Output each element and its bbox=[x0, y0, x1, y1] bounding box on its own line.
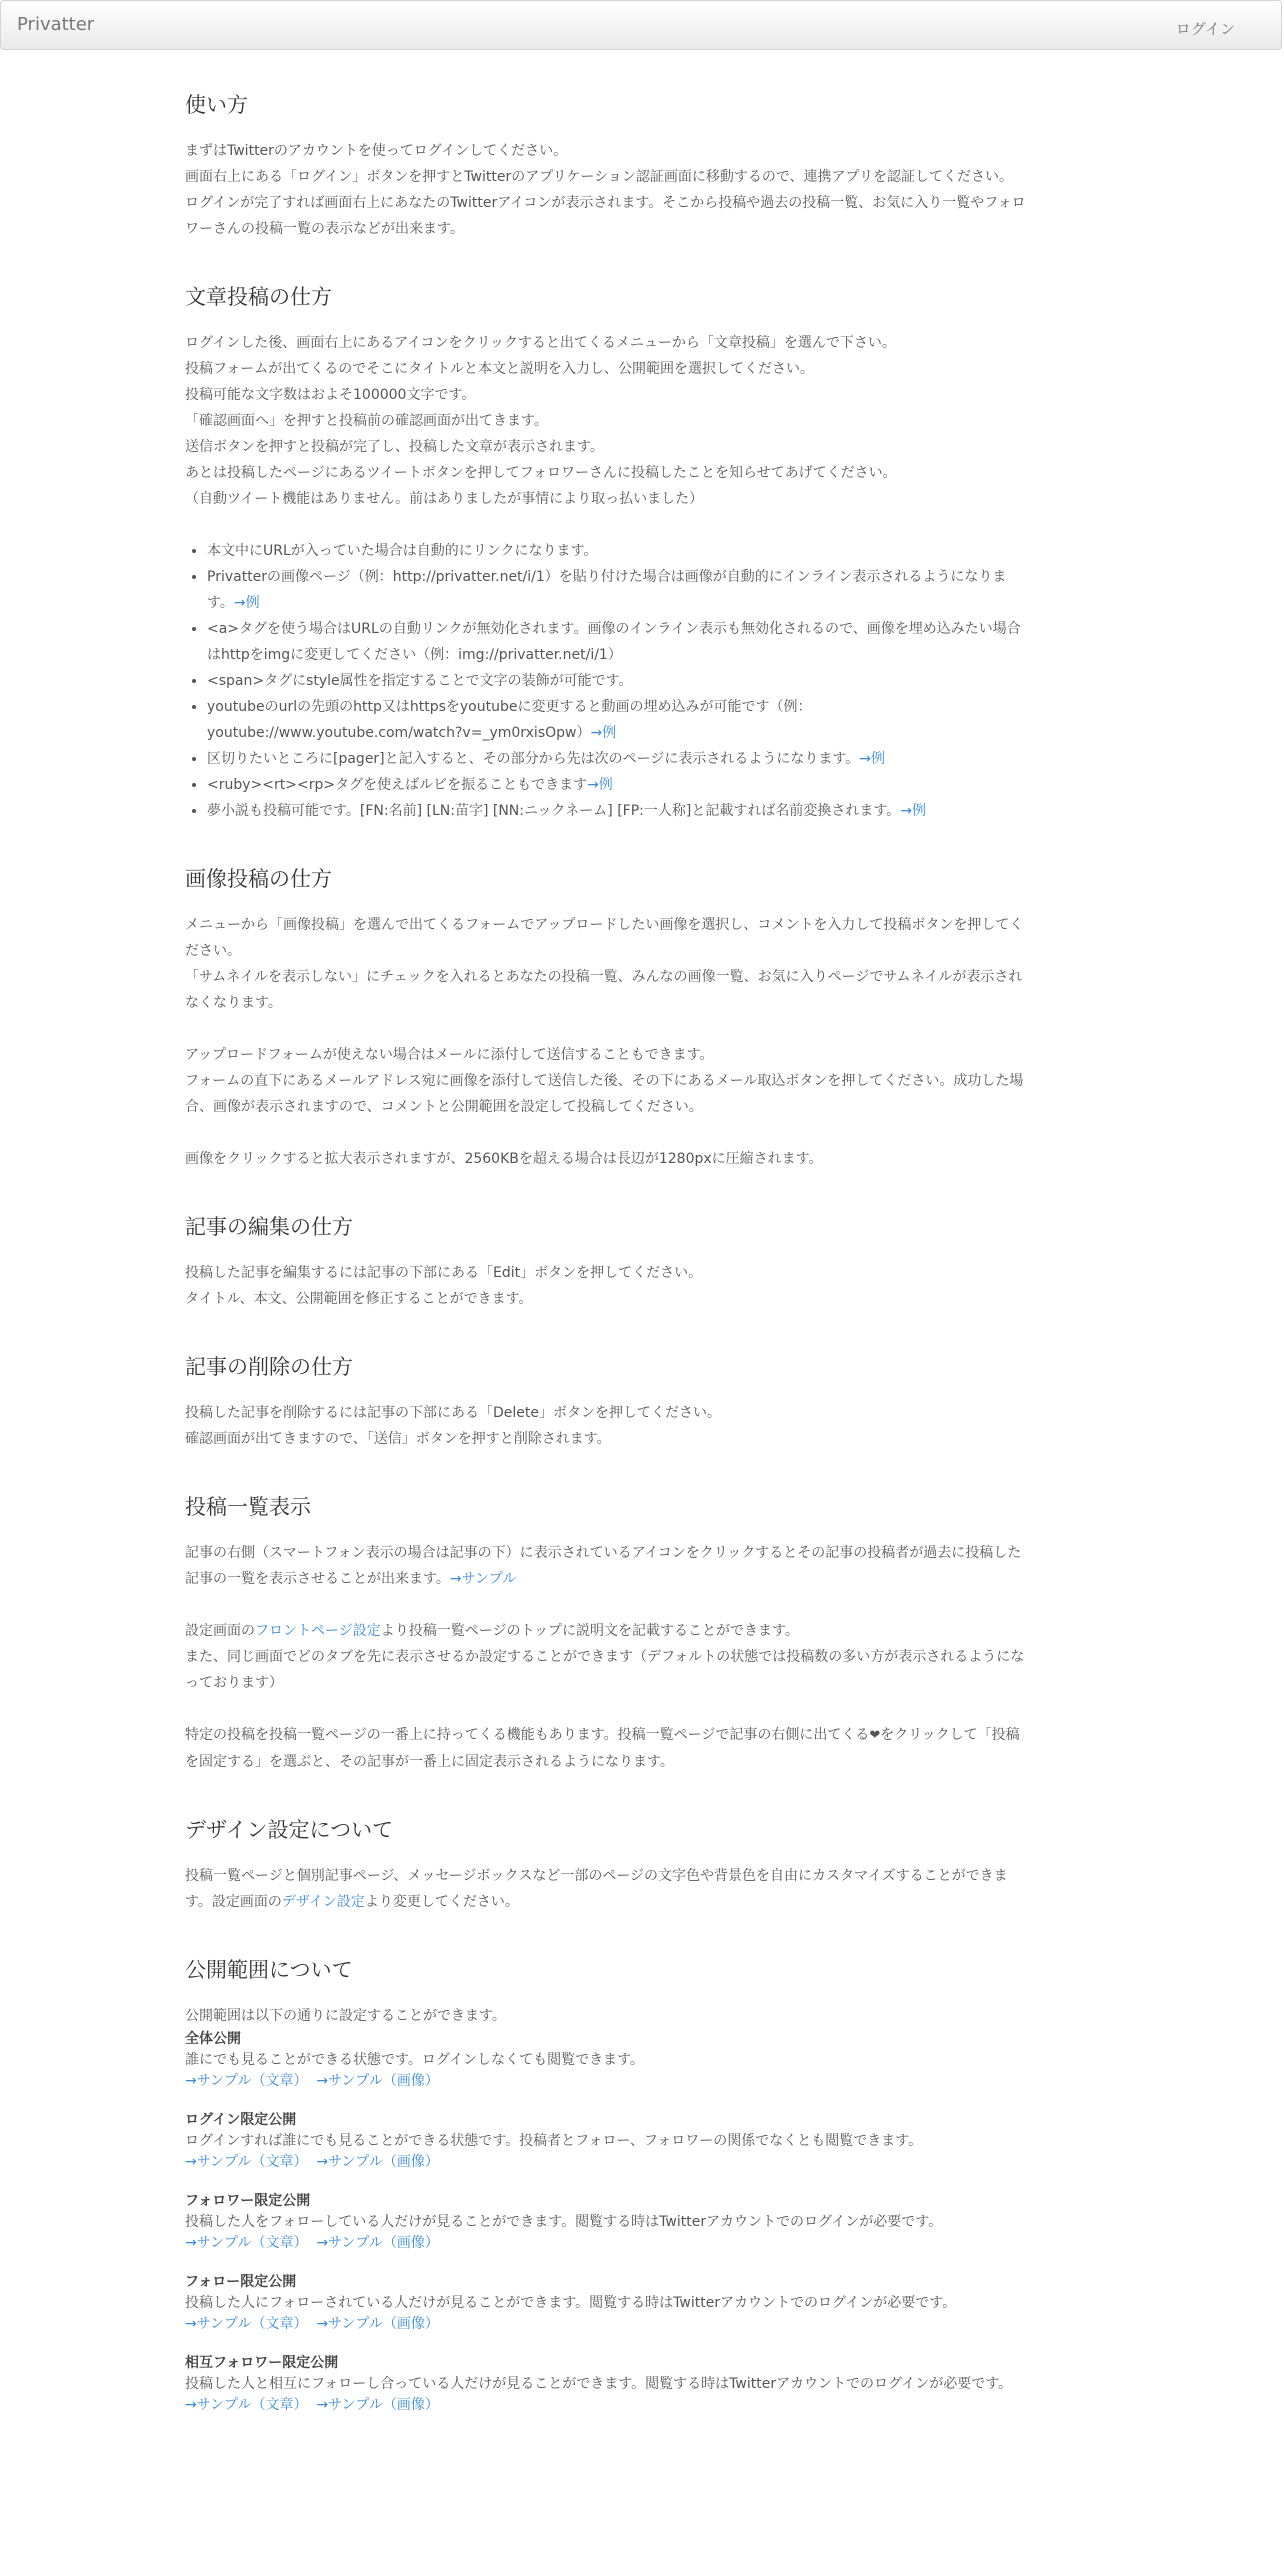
section-image-post bbox=[185, 864, 1030, 1172]
paragraph: 送信ボタンを押すと投稿が完了し、投稿した文章が表示されます。 bbox=[185, 439, 604, 455]
paragraph: 「サムネイルを表示しない」にチェックを入れるとあなたの投稿一覧、みんなの画像一覧、お気に入りページでサムネイルが表示されなくなります。 bbox=[185, 969, 1023, 1011]
paragraph: 画像をクリックすると拡大表示されますが、2560KBを超える場合は長辺が1280pxに圧縮されます。 bbox=[185, 1151, 823, 1167]
paragraph-text: より投稿一覧ページのトップに説明文を記載することができます。 bbox=[380, 1623, 799, 1639]
visibility-sample-links bbox=[185, 2233, 1030, 2254]
visibility-level-title: フォロワー限定公開 bbox=[185, 2193, 311, 2209]
section-title-text-post: 文章投稿の仕方 bbox=[185, 285, 332, 309]
section-visibility bbox=[185, 1955, 1030, 2416]
paragraph-text: 設定画面の bbox=[185, 1623, 255, 1639]
main-content bbox=[185, 72, 1030, 2456]
visibility-level-title: ログイン限定公開 bbox=[185, 2112, 297, 2128]
sample-text-link[interactable]: →サンプル（文章） bbox=[185, 2073, 308, 2089]
section-design bbox=[185, 1815, 1030, 1915]
list-item-text: <span>タグにstyle属性を指定することで文字の装飾が可能です。 bbox=[207, 673, 633, 689]
list-item bbox=[207, 616, 1030, 668]
visibility-level-desc: 投稿した人と相互にフォローし合っている人だけが見ることができます。閲覧する時はTwitterアカウントでのログインが必要です。 bbox=[185, 2376, 1013, 2392]
paragraph: メニューから「画像投稿」を選んで出てくるフォームでアップロードしたい画像を選択し、コメントを入力して投稿ボタンを押してください。 bbox=[185, 917, 1024, 959]
list-item bbox=[207, 538, 1030, 564]
section-text-post bbox=[185, 282, 1030, 824]
design-settings-link[interactable]: デザイン設定 bbox=[281, 1894, 365, 1910]
visibility-level-title: 相互フォロワー限定公開 bbox=[185, 2355, 339, 2371]
login-link[interactable]: ログイン bbox=[1175, 20, 1235, 38]
section-title-design: デザイン設定について bbox=[185, 1818, 394, 1842]
section-title-delete: 記事の削除の仕方 bbox=[185, 1355, 353, 1379]
sample-text-link[interactable]: →サンプル（文章） bbox=[185, 2397, 308, 2413]
example-link[interactable]: →例 bbox=[233, 595, 260, 611]
paragraph-text: 記事の右側（スマートフォン表示の場合は記事の下）に表示されているアイコンをクリックするとその記事の投稿者が過去に投稿した記事の一覧を表示させることが出来ます。 bbox=[185, 1545, 1022, 1587]
list-item-text: youtubeのurlの先頭のhttp又はhttpsをyoutubeに変更すると動画の埋め込みが可能です（例：youtube://www.youtube.com/watch?v=_ym0rxisOpw） bbox=[207, 699, 812, 741]
list-item-text: 夢小説も投稿可能です。[FN:名前] [LN:苗字] [NN:ニックネーム] [FP:一人称]と記載すれば名前変換されます。 bbox=[207, 803, 901, 819]
visibility-sample-links bbox=[185, 2395, 1030, 2416]
sample-image-link[interactable]: →サンプル（画像） bbox=[316, 2397, 439, 2413]
sample-link[interactable]: →サンプル bbox=[449, 1571, 517, 1587]
sample-image-link[interactable]: →サンプル（画像） bbox=[316, 2154, 439, 2170]
section-delete bbox=[185, 1352, 1030, 1452]
paragraph bbox=[185, 1863, 1030, 1915]
visibility-level-desc: 投稿した人にフォローされている人だけが見ることができます。閲覧する時はTwitterアカウントでのログインが必要です。 bbox=[185, 2295, 957, 2311]
list-item bbox=[207, 668, 1030, 694]
section-howto bbox=[185, 90, 1030, 242]
sample-text-link[interactable]: →サンプル（文章） bbox=[185, 2316, 308, 2332]
paragraph bbox=[185, 1618, 1030, 1644]
example-link[interactable]: →例 bbox=[587, 777, 613, 793]
paragraph: ログインした後、画面右上にあるアイコンをクリックすると出てくるメニューから「文章投稿」を選んで下さい。 bbox=[185, 335, 896, 351]
list-item bbox=[207, 772, 1030, 798]
list-item-text: 区切りたいところに[pager]と記入すると、その部分から先は次のページに表示されるようになります。 bbox=[207, 751, 860, 767]
paragraph: 画面右上にある「ログイン」ボタンを押すとTwitterのアプリケーション認証画面に移動するので、連携アプリを認証してください。 bbox=[185, 169, 1013, 185]
section-title-visibility: 公開範囲について bbox=[185, 1958, 353, 1982]
visibility-level-desc: 誰にでも見ることができる状態です。ログインしなくても閲覧できます。 bbox=[185, 2052, 645, 2068]
list-item bbox=[207, 798, 1030, 824]
list-item-text: <a>タグを使う場合はURLの自動リンクが無効化されます。画像のインライン表示も無効化されるので、画像を埋め込みたい場合はhttpをimgに変更してください（例：img://privatter.net/i/1） bbox=[207, 621, 1021, 663]
paragraph: ログインが完了すれば画面右上にあなたのTwitterアイコンが表示されます。そこから投稿や過去の投稿一覧、お気に入り一覧やフォロワーさんの投稿一覧の表示などが出来ます。 bbox=[185, 195, 1026, 237]
paragraph: あとは投稿したページにあるツイートボタンを押してフォロワーさんに投稿したことを知らせてあげてください。 bbox=[185, 465, 897, 481]
brand-logo-link[interactable]: Privatter bbox=[17, 14, 95, 35]
visibility-sample-links bbox=[185, 2314, 1030, 2335]
paragraph bbox=[185, 1540, 1030, 1592]
visibility-level-title: 全体公開 bbox=[185, 2031, 241, 2047]
paragraph: 「確認画面へ」を押すと投稿前の確認画面が出てきます。 bbox=[185, 413, 548, 429]
section-title-edit: 記事の編集の仕方 bbox=[185, 1215, 353, 1239]
list-item-text: Privatterの画像ページ（例：http://privatter.net/i/1）を貼り付けた場合は画像が自動的にインライン表示されるようになります。 bbox=[207, 569, 1007, 611]
section-title-howto: 使い方 bbox=[185, 93, 248, 117]
paragraph: 確認画面が出てきますので、「送信」ボタンを押すと削除されます。 bbox=[185, 1431, 611, 1447]
visibility-level-desc: 投稿した人をフォローしている人だけが見ることができます。閲覧する時はTwitterアカウントでのログインが必要です。 bbox=[185, 2214, 943, 2230]
list-item-text: <ruby><rt><rp>タグを使えばルビを振ることもできます bbox=[207, 777, 588, 793]
example-link[interactable]: →例 bbox=[900, 803, 926, 819]
top-navbar bbox=[0, 0, 1282, 50]
sample-text-link[interactable]: →サンプル（文章） bbox=[185, 2235, 308, 2251]
paragraph-text: 特定の投稿を投稿一覧ページの一番上に持ってくる機能もあります。投稿一覧ページで記事の右側に出てくる bbox=[185, 1727, 870, 1743]
paragraph bbox=[185, 1722, 1030, 1775]
paragraph: 投稿した記事を削除するには記事の下部にある「Delete」ボタンを押してください。 bbox=[185, 1405, 721, 1421]
paragraph: （自動ツイート機能はありません。前はありましたが事情により取っ払いました） bbox=[185, 491, 704, 507]
paragraph: 投稿フォームが出てくるのでそこにタイトルと本文と説明を入力し、公開範囲を選択してください。 bbox=[185, 361, 815, 377]
front-page-settings-link[interactable]: フロントページ設定 bbox=[255, 1623, 381, 1639]
example-link[interactable]: →例 bbox=[859, 751, 885, 767]
paragraph: まずはTwitterのアカウントを使ってログインしてください。 bbox=[185, 143, 568, 159]
section-edit bbox=[185, 1212, 1030, 1312]
paragraph: 投稿した記事を編集するには記事の下部にある「Edit」ボタンを押してください。 bbox=[185, 1265, 703, 1281]
paragraph: フォームの直下にあるメールアドレス宛に画像を添付して送信した後、その下にあるメール取込ボタンを押してください。成功した場合、画像が表示されますので、コメントと公開範囲を設定して投稿してください。 bbox=[185, 1073, 1024, 1115]
paragraph-text: 投稿一覧ページと個別記事ページ、メッセージボックスなど一部のページの文字色や背景色を自由にカスタマイズすることができます。設定画面の bbox=[185, 1868, 1008, 1910]
heart-chevron-icon: ❤ bbox=[869, 1728, 881, 1743]
paragraph: 公開範囲は以下の通りに設定することができます。 bbox=[185, 2008, 506, 2024]
list-item bbox=[207, 746, 1030, 772]
example-link[interactable]: →例 bbox=[590, 725, 617, 741]
paragraph: アップロードフォームが使えない場合はメールに添付して送信することもできます。 bbox=[185, 1047, 714, 1063]
section-title-image-post: 画像投稿の仕方 bbox=[185, 867, 332, 891]
paragraph: 投稿可能な文字数はおよそ100000文字です。 bbox=[185, 387, 476, 403]
paragraph: タイトル、本文、公開範囲を修正することができます。 bbox=[185, 1291, 533, 1307]
sample-image-link[interactable]: →サンプル（画像） bbox=[316, 2073, 439, 2089]
visibility-level-desc: ログインすれば誰にでも見ることができる状態です。投稿者とフォロー、フォロワーの関係でなくとも閲覧できます。 bbox=[185, 2133, 923, 2149]
feature-list bbox=[185, 538, 1030, 824]
section-post-list bbox=[185, 1492, 1030, 1775]
sample-image-link[interactable]: →サンプル（画像） bbox=[316, 2235, 439, 2251]
visibility-sample-links bbox=[185, 2152, 1030, 2173]
sample-image-link[interactable]: →サンプル（画像） bbox=[316, 2316, 439, 2332]
visibility-sample-links bbox=[185, 2071, 1030, 2092]
section-title-post-list: 投稿一覧表示 bbox=[185, 1495, 311, 1519]
paragraph-text: をクリックして「投稿を固定する」を選ぶと、その記事が一番上に固定表示されるようになります。 bbox=[185, 1727, 1020, 1770]
list-item-text: 本文中にURLが入っていた場合は自動的にリンクになります。 bbox=[207, 543, 598, 559]
paragraph: また、同じ画面でどのタブを先に表示させるか設定することができます（デフォルトの状態では投稿数の多い方が表示されるようになっております） bbox=[185, 1649, 1025, 1691]
list-item bbox=[207, 694, 1030, 746]
list-item bbox=[207, 564, 1030, 616]
visibility-level-title: フォロー限定公開 bbox=[185, 2274, 297, 2290]
paragraph-text: より変更してください。 bbox=[364, 1894, 519, 1910]
sample-text-link[interactable]: →サンプル（文章） bbox=[185, 2154, 308, 2170]
